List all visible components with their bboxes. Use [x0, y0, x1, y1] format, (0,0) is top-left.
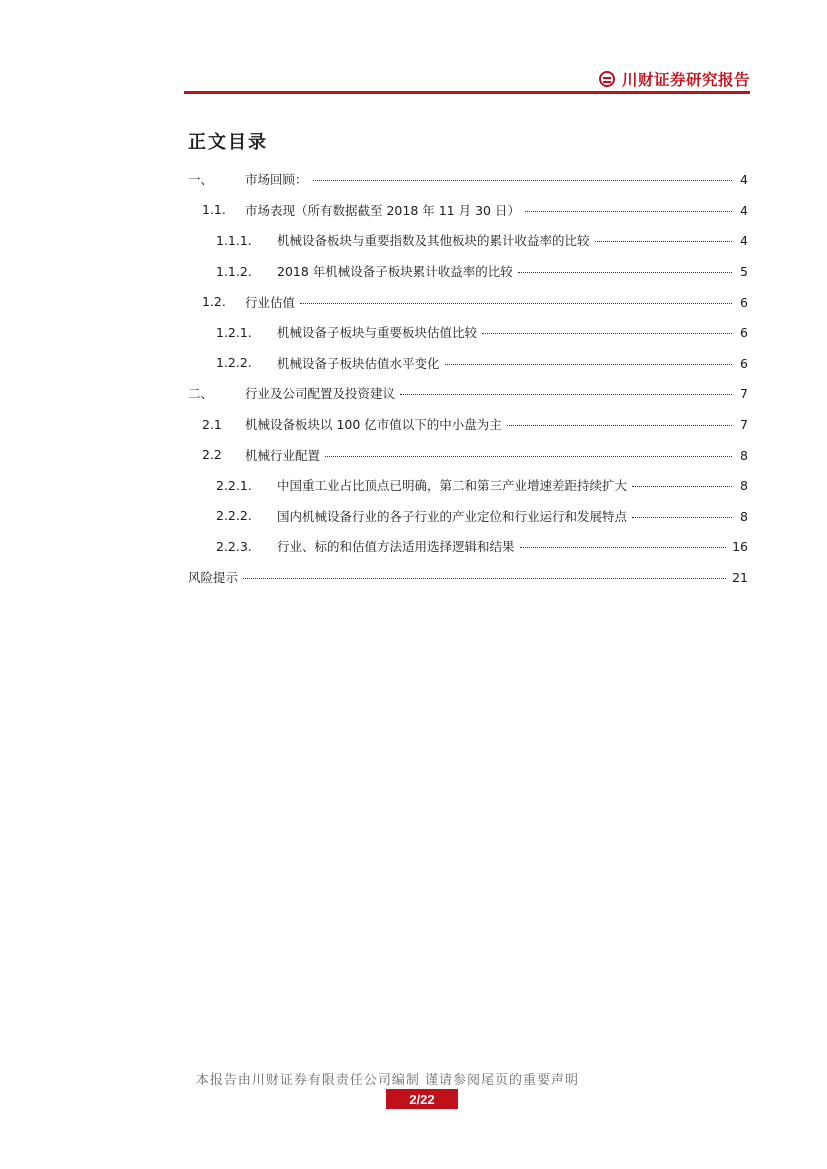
toc-entry[interactable]	[188, 164, 748, 195]
page-header	[184, 64, 750, 92]
toc-entry[interactable]	[188, 531, 748, 562]
toc-dot-leader	[400, 394, 732, 395]
toc-entry-title: 机械设备板块以 100 亿市值以下的中小盘为主	[245, 415, 505, 433]
toc-entry-page: 8	[740, 447, 748, 463]
toc-dot-leader	[525, 211, 732, 212]
toc-entry-title: 行业、标的和估值方法适用选择逻辑和结果	[277, 537, 518, 555]
toc-dot-leader	[243, 578, 726, 579]
toc-entry-number: 2.2.3.	[216, 538, 252, 554]
toc-entry-number: 2.2.2.	[216, 508, 252, 524]
toc-entry-page: 7	[740, 417, 748, 433]
toc-dot-leader	[313, 180, 732, 181]
toc-entry-number: 2.2.1.	[216, 477, 252, 493]
toc-entry-title: 机械设备子板块与重要板块估值比较	[277, 323, 480, 341]
toc-entry[interactable]	[188, 378, 748, 409]
toc-entry-page: 6	[740, 355, 748, 371]
toc-entry-number: 2.2	[202, 447, 222, 463]
toc-entry-page: 5	[740, 264, 748, 280]
toc-dot-leader	[632, 517, 732, 518]
toc-entry-title: 机械行业配置	[245, 446, 323, 464]
header-divider	[184, 91, 750, 94]
toc-dot-leader	[482, 333, 732, 334]
chuancai-logo-icon	[599, 71, 615, 87]
toc-entry-title: 中国重工业占比顶点已明确，第二和第三产业增速差距持续扩大	[277, 476, 630, 494]
toc-dot-leader	[445, 364, 732, 365]
toc-entry-page: 6	[740, 325, 748, 341]
toc-dot-leader	[507, 425, 732, 426]
toc-entry[interactable]	[188, 409, 748, 440]
toc-entry-page: 8	[740, 508, 748, 524]
toc-entry-title: 风险提示	[188, 568, 241, 586]
toc-entry[interactable]	[188, 470, 748, 501]
toc-entry[interactable]	[188, 348, 748, 379]
toc-entry-number: 1.2.1.	[216, 324, 252, 340]
toc-entry[interactable]	[188, 195, 748, 226]
toc-entry-title: 机械设备板块与重要指数及其他板块的累计收益率的比较	[277, 231, 593, 249]
toc-dot-leader	[595, 241, 732, 242]
toc-entry[interactable]	[188, 286, 748, 317]
toc-entry-title: 行业及公司配置及投资建议	[245, 384, 398, 402]
brand	[599, 68, 750, 90]
toc-entry-page: 7	[740, 386, 748, 402]
toc-entry-number: 1.1.1.	[216, 232, 252, 248]
toc-entry-page: 4	[740, 233, 748, 249]
toc-entry[interactable]	[188, 501, 748, 532]
toc-dot-leader	[300, 303, 732, 304]
toc-entry[interactable]	[188, 225, 748, 256]
toc-entry[interactable]	[188, 439, 748, 470]
toc-entry-number: 1.1.	[202, 202, 226, 218]
toc-entry-page: 6	[740, 294, 748, 310]
toc-entry-title: 市场回顾：	[245, 170, 311, 188]
toc-entry-page: 8	[740, 478, 748, 494]
footer-disclaimer: 本报告由川财证券有限责任公司编制 谨请参阅尾页的重要声明	[195, 1073, 580, 1088]
toc-entry[interactable]	[188, 256, 748, 287]
brand-name: 川财证券研究报告	[621, 70, 750, 89]
toc-dot-leader	[325, 456, 732, 457]
toc-entry-title: 市场表现（所有数据截至 2018 年 11 月 30 日）	[245, 201, 523, 219]
toc-title: 正文目录	[188, 132, 268, 153]
toc-entry-title: 2018 年机械设备子板块累计收益率的比较	[277, 262, 516, 280]
toc-entry-number: 1.2.2.	[216, 355, 252, 371]
toc-entry-page: 4	[740, 202, 748, 218]
toc-dot-leader	[520, 547, 727, 548]
table-of-contents	[188, 164, 748, 592]
page-number-badge: 2/22	[386, 1089, 458, 1109]
toc-entry-page: 16	[732, 539, 748, 555]
toc-entry-number: 一、	[188, 172, 214, 188]
toc-entry-title: 行业估值	[245, 293, 298, 311]
toc-entry[interactable]	[188, 317, 748, 348]
toc-entry[interactable]	[188, 562, 748, 593]
toc-entry-number: 1.1.2.	[216, 263, 252, 279]
toc-entry-page: 4	[740, 172, 748, 188]
toc-entry-number: 1.2.	[202, 294, 226, 310]
toc-entry-number: 2.1	[202, 416, 222, 432]
toc-entry-title: 国内机械设备行业的各子行业的产业定位和行业运行和发展特点	[277, 507, 630, 525]
toc-entry-title: 机械设备子板块估值水平变化	[277, 354, 443, 372]
toc-dot-leader	[518, 272, 732, 273]
toc-entry-page: 21	[732, 570, 748, 586]
toc-entry-number: 二、	[188, 386, 214, 402]
toc-dot-leader	[632, 486, 732, 487]
